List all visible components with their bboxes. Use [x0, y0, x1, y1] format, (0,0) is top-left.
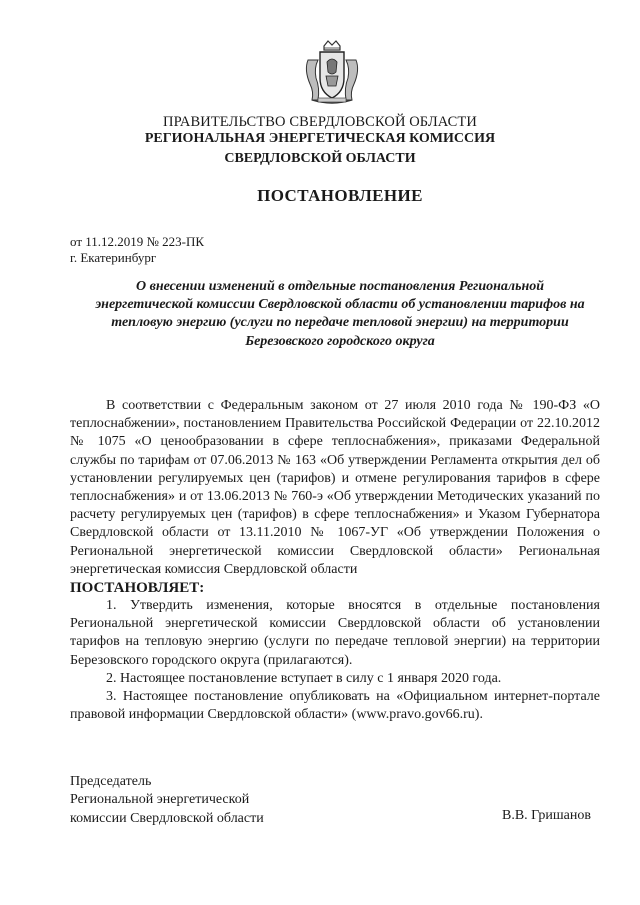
signatory-name: В.В. Гришанов	[502, 808, 591, 823]
coat-of-arms-icon	[302, 40, 362, 106]
document-city: г. Екатеринбург	[70, 250, 157, 265]
signature-title-line1: Председатель	[70, 774, 152, 789]
resolve-heading: ПОСТАНОВЛЯЕТ:	[70, 580, 205, 597]
header-commission: РЕГИОНАЛЬНАЯ ЭНЕРГЕТИЧЕСКАЯ КОМИССИЯ	[144, 131, 496, 146]
resolution-item-3: 3. Настоящее постановление опубликовать на «Официальном интернет-портале правовой информации Свердловской области» (www.pravo.gov66.ru).	[70, 689, 600, 723]
signature-title-line2: Региональной энергетической	[70, 792, 250, 808]
preamble-paragraph: В соответствии с Федеральным законом от 27 июля 2010 года № 190-ФЗ «О теплоснабжении», постановлением Правительства Российской Федерации от 22.10.2012 № 1075 «О ценообразовании в сфере теплоснабжения», приказами Федеральной службы по тарифам от 07.06.2013 № 163 «Об утверждении Регламента открытия дел об установлении регулируемых цен (тарифов) и отмене регулирования тарифов в сфере теплоснабжения» и от 13.06.2013 № 760-э «Об утверждении Методических указаний по расчету регулируемых цен (тарифов) в сфере теплоснабжения» и Указом Губернатора Свердловской области от 13.11.2010 № 1067-УГ «Об утверждении Положения о Региональной энергетической комиссии Свердловской области» Региональная энергетическая комиссия Свердловской области	[70, 398, 600, 577]
document-subject: О внесении изменений в отдельные постановления Региональной энергетической комиссии Свердловской области об установлении тарифов на тепловую энергию (услуги по передаче тепловой энергии) на территории Березовского городского округа	[95, 279, 585, 349]
resolution-item-2: 2. Настоящее постановление вступает в силу с 1 января 2020 года.	[106, 670, 502, 686]
signature-title-line3: комиссии Свердловской области	[70, 810, 264, 826]
header-region: СВЕРДЛОВСКОЙ ОБЛАСТИ	[224, 151, 416, 166]
resolution-item-1: 1. Утвердить изменения, которые вносятся в отдельные постановления Региональной энергетической комиссии Свердловской области об установлении тарифов на тепловую энергию (услуги по передаче тепловой энергии) на территории Березовского городского округа (прилагаются).	[70, 598, 600, 668]
document-body	[70, 397, 600, 724]
signature-block	[70, 773, 264, 828]
header-government: ПРАВИТЕЛЬСТВО СВЕРДЛОВСКОЙ ОБЛАСТИ	[163, 114, 477, 130]
document-type: ПОСТАНОВЛЕНИЕ	[257, 186, 423, 205]
document-date-number: от 11.12.2019 № 223-ПК	[70, 234, 205, 249]
